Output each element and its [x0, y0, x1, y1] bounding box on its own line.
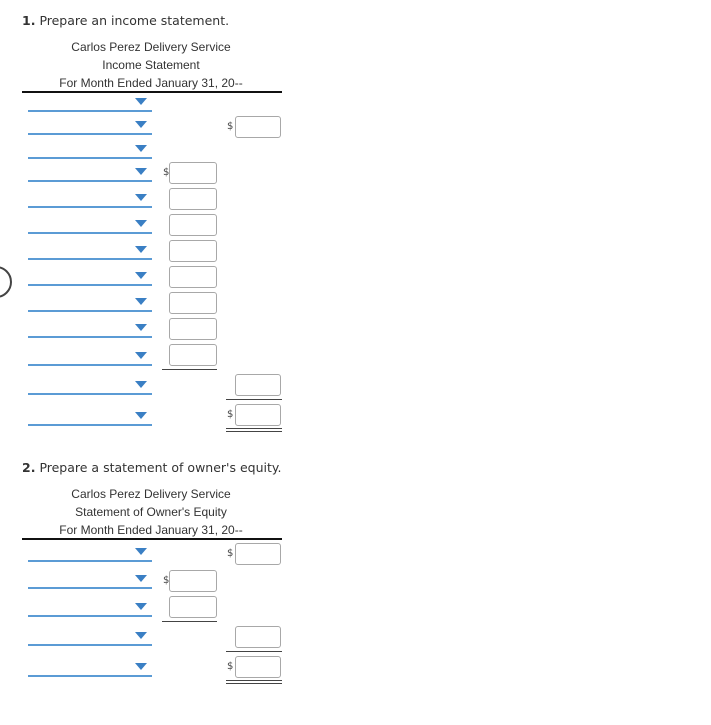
q1-dropdown-11[interactable]	[28, 350, 152, 366]
q1-dropdown-9[interactable]	[28, 296, 152, 312]
q1-dropdown-4[interactable]	[28, 166, 152, 182]
caret-down-icon	[135, 98, 147, 105]
caret-down-icon	[135, 352, 147, 359]
caret-down-icon	[135, 272, 147, 279]
q1-dropdown-13[interactable]	[28, 410, 152, 426]
q1-amount-mid-6[interactable]	[169, 292, 217, 314]
q1-dropdown-3[interactable]	[28, 143, 152, 159]
q2-amount-mid-1[interactable]	[169, 570, 217, 592]
caret-down-icon	[135, 548, 147, 555]
q1-amount-right-2[interactable]	[235, 374, 281, 396]
caret-down-icon	[135, 381, 147, 388]
q1-dollar-sign-right-3: $	[227, 409, 234, 420]
q1-amount-mid-3[interactable]	[169, 214, 217, 236]
q1-dollar-sign-mid-1: $	[163, 167, 170, 178]
q1-amount-mid-7[interactable]	[169, 318, 217, 340]
q1-header-period: For Month Ended January 31, 20--	[59, 76, 243, 90]
q1-dollar-sign-right-1: $	[227, 121, 234, 132]
q1-header-company: Carlos Perez Delivery Service	[71, 40, 231, 54]
caret-down-icon	[135, 145, 147, 152]
q2-dollar-sign-right-1: $	[227, 548, 234, 559]
q2-dropdown-2[interactable]	[28, 573, 152, 589]
q2-header-statement: Statement of Owner's Equity	[75, 505, 227, 519]
q1-dropdown-12[interactable]	[28, 379, 152, 395]
side-circle-icon	[0, 266, 12, 298]
q1-dropdown-8[interactable]	[28, 270, 152, 286]
caret-down-icon	[135, 663, 147, 670]
q1-amount-mid-8[interactable]	[169, 344, 217, 366]
q1-net-income-amount[interactable]	[235, 404, 281, 426]
q1-dropdown-2[interactable]	[28, 119, 152, 135]
q1-dropdown-5[interactable]	[28, 192, 152, 208]
q1-dropdown-7[interactable]	[28, 244, 152, 260]
caret-down-icon	[135, 246, 147, 253]
q2-dropdown-5[interactable]	[28, 661, 152, 677]
q2-dropdown-4[interactable]	[28, 630, 152, 646]
caret-down-icon	[135, 632, 147, 639]
q1-text: Prepare an income statement.	[39, 13, 230, 28]
q1-amount-mid-2[interactable]	[169, 188, 217, 210]
q2-dollar-sign-right-3: $	[227, 661, 234, 672]
q1-right-underline	[226, 399, 282, 400]
q2-title	[22, 460, 281, 475]
q1-number: 1.	[22, 13, 36, 28]
q2-amount-mid-2[interactable]	[169, 596, 217, 618]
q2-amount-right-2[interactable]	[235, 626, 281, 648]
q1-header-rule	[22, 91, 282, 93]
q2-ending-capital-amount[interactable]	[235, 656, 281, 678]
caret-down-icon	[135, 168, 147, 175]
caret-down-icon	[135, 220, 147, 227]
q2-header-company: Carlos Perez Delivery Service	[71, 487, 231, 501]
caret-down-icon	[135, 412, 147, 419]
q2-dropdown-1[interactable]	[28, 546, 152, 562]
q2-header-rule	[22, 538, 282, 540]
q1-dropdown-1[interactable]	[28, 96, 152, 112]
q2-mid-underline	[162, 621, 217, 622]
q1-amount-mid-5[interactable]	[169, 266, 217, 288]
q1-double-underline	[226, 428, 282, 432]
q1-header-statement: Income Statement	[102, 58, 200, 72]
q2-header-period: For Month Ended January 31, 20--	[59, 523, 243, 537]
q1-amount-mid-1[interactable]	[169, 162, 217, 184]
q2-dollar-sign-mid-1: $	[163, 575, 170, 586]
caret-down-icon	[135, 575, 147, 582]
q1-title	[22, 13, 229, 28]
q1-amount-right-1[interactable]	[235, 116, 281, 138]
q1-dropdown-6[interactable]	[28, 218, 152, 234]
caret-down-icon	[135, 324, 147, 331]
q2-number: 2.	[22, 460, 36, 475]
caret-down-icon	[135, 194, 147, 201]
q2-dropdown-3[interactable]	[28, 601, 152, 617]
q2-right-underline	[226, 651, 282, 652]
caret-down-icon	[135, 298, 147, 305]
q1-mid-underline	[162, 369, 217, 370]
q2-text: Prepare a statement of owner's equity.	[39, 460, 282, 475]
q1-dropdown-10[interactable]	[28, 322, 152, 338]
caret-down-icon	[135, 603, 147, 610]
q2-beginning-capital-amount[interactable]	[235, 543, 281, 565]
q2-double-underline	[226, 680, 282, 684]
caret-down-icon	[135, 121, 147, 128]
q1-amount-mid-4[interactable]	[169, 240, 217, 262]
